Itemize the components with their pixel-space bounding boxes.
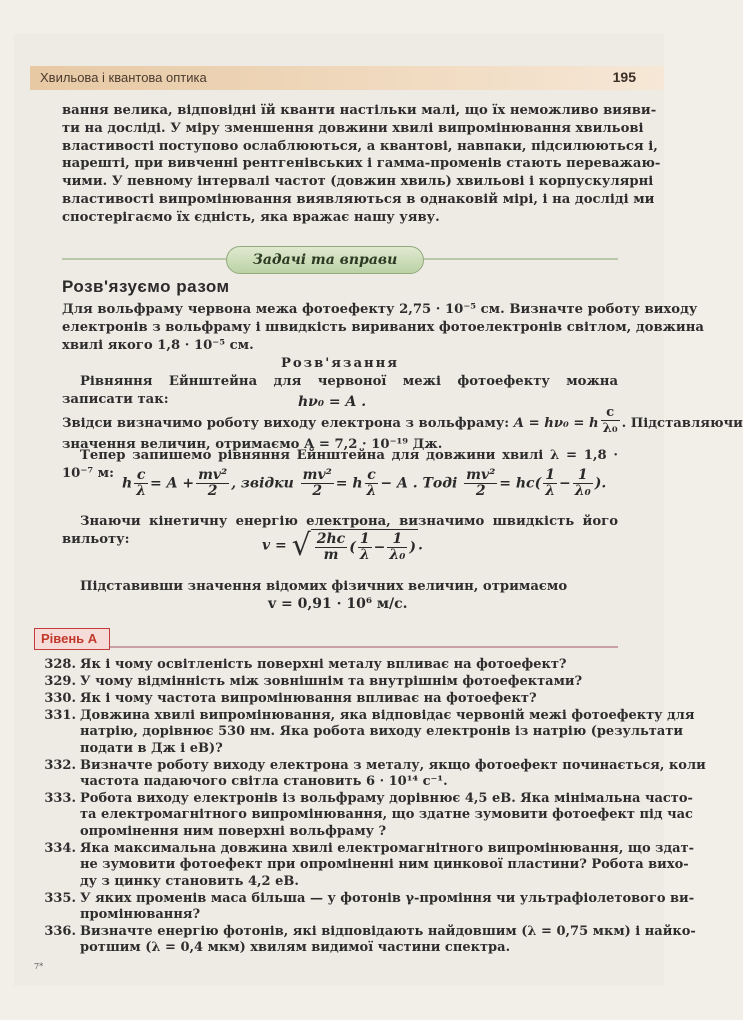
solution-line-6	[62, 578, 618, 596]
text-line: вання велика, відповідні їй кванти настільки малі, що їх неможливо вияви-	[62, 103, 657, 118]
task-text: не зумовити фотоефект при опроміненні ним цинкової пластини? Робота вихо-	[80, 857, 689, 873]
task-text: Робота виходу електронів із вольфраму дорівнює 4,5 еВ. Яка мінімальна часто-	[80, 791, 693, 806]
task-number: 333.	[44, 791, 76, 806]
signature-mark: 7*	[34, 962, 44, 971]
text-line: Для вольфраму червона межа фотоефекту 2,75 · 10⁻⁵ см. Визначте роботу виходу	[62, 302, 698, 317]
task-text: Яка максимальна довжина хвилі електромагнітного випромінювання, що здат-	[80, 841, 695, 856]
text-line: хвилі якого 1,8 · 10⁻⁵ см.	[62, 337, 254, 353]
task-text: Як і чому частота випромінювання впливає на фотоефект?	[80, 691, 537, 706]
task-text: та електромагнітного випромінювання, що здатне зумовити фотоефект під час	[80, 807, 693, 823]
exercises-banner	[226, 246, 424, 274]
text-line: нарешті, при вивченні рентгенівських і гамма-променів стають переважаю-	[62, 156, 661, 172]
text-line: властивості випромінювання виявляються в однаковій мірі, і на досліді ми	[62, 191, 655, 207]
task-text: промінювання?	[80, 907, 201, 923]
text-line: чими. У певному інтервалі частот (довжин хвиль) хвильові і корпускулярні	[62, 174, 654, 190]
task-text: ротшим (λ = 0,4 мкм) хвилям видимої частини спектра.	[80, 940, 511, 956]
task-text: частота падаючого світла становить 6 · 10¹⁴ с⁻¹.	[80, 774, 448, 790]
section-heading: Розв'язуємо разом	[62, 277, 230, 296]
task-number: 330.	[44, 691, 76, 706]
task-text: ду з цинку становить 4,2 еВ.	[80, 873, 299, 889]
formula-red-limit: hν₀ = A .	[298, 394, 367, 410]
text-line: спостерігаємо їх єдність, яка вражає нашу уяву.	[62, 209, 440, 225]
level-rule	[110, 646, 618, 648]
result-velocity: v = 0,91 · 10⁶ м/с.	[268, 596, 408, 612]
intro-paragraph	[62, 102, 661, 227]
solution-line-2: Звідси визначимо роботу виходу електрона з вольфраму: A = hν₀ = h $\frac{c}{\text{λ₀}}$ . Підставляючи значення величин, отримаємо A = 7,2 · 10⁻¹⁹ Дж.	[62, 405, 743, 452]
text-line: Знаючи кінетичну енергію електрона, визначимо швидкість його вильоту:	[62, 514, 618, 547]
running-header	[30, 66, 664, 90]
text-line: Тепер запишемо рівняння Ейнштейна для довжини хвилі λ = 1,8 · 10⁻⁷ м:	[62, 448, 618, 481]
banner-label: Задачі та вправи	[252, 252, 398, 268]
task-text: опромінення ним поверхні вольфраму ?	[80, 823, 387, 839]
text-line: ти на досліді. У міру зменшення довжини хвилі випромінювання хвильові	[62, 120, 644, 136]
text-line: значення величин, отримаємо A = 7,2 · 10⁻¹⁹ Дж.	[62, 437, 443, 452]
task-text: подати в Дж і еВ)?	[80, 740, 223, 756]
formula-velocity: v = √ $\frac{2hc}{m}$ ( $\frac{1}{\lambda}$ − $\frac{1}{\text{λ₀}}$ ) .	[262, 528, 423, 563]
text-line: властивості поступово ослаблюються, а квантові, навпаки, підсилюються і,	[62, 138, 658, 154]
task-number: 334.	[44, 841, 76, 856]
formula-einstein: h $\frac{c}{\lambda}$ = A + $\frac{\text{mv²}}{2}$ , звідки $\frac{\text{mv²}}{2}$ = h $\frac{c}{\lambda}$ − A . Тоді $\frac{\text{mv²}}{2}$ = hc( $\frac{1}{\lambda}$ − $\frac{1}{\text{λ₀}}$ ).	[122, 467, 607, 499]
task-text: У чому відмінність між зовнішнім та внутрішнім фотоефектами?	[80, 674, 583, 689]
task-text: Визначте енергію фотонів, які відповідають найдовшим (λ = 0,75 мкм) і найко-	[80, 924, 696, 939]
chapter-title: Хвильова і квантова оптика	[40, 70, 207, 85]
task-text: Визначте роботу виходу електрона з металу, якщо фотоефект починається, коли	[80, 758, 706, 773]
task-number: 332.	[44, 758, 76, 773]
task-number: 335.	[44, 891, 76, 906]
task-text: Як і чому освітленість поверхні металу впливає на фотоефект?	[80, 657, 567, 672]
task-number: 329.	[44, 674, 76, 689]
task-number: 336.	[44, 924, 76, 939]
text-line: електронів з вольфраму і швидкість вириваних фотоелектронів світлом, довжина	[62, 319, 704, 335]
task-text: У яких променів маса більша — у фотонів γ-проміння чи ультрафіолетового ви-	[80, 891, 695, 906]
task-text: натрію, дорівнює 530 нм. Яка робота виходу електронів із натрію (результати	[80, 724, 683, 740]
task-number: 331.	[44, 708, 76, 723]
problem-statement	[62, 301, 704, 354]
page-number: 195	[612, 69, 636, 85]
text-line: Рівняння Ейнштейна для червоної межі фотоефекту можна записати так:	[62, 374, 618, 407]
task-number: 328.	[44, 657, 76, 672]
fraction-c-lambda0: $\frac{c}{\text{λ₀}}$	[602, 405, 618, 436]
text-line: Підставивши значення відомих фізичних величин, отримаємо	[80, 579, 568, 594]
level-a-label: Рівень А	[34, 628, 110, 650]
task-text: Довжина хвилі випромінювання, яка відповідає червоній межі фотоефекту для	[80, 708, 695, 723]
solution-heading: Розв'язання	[280, 356, 400, 371]
